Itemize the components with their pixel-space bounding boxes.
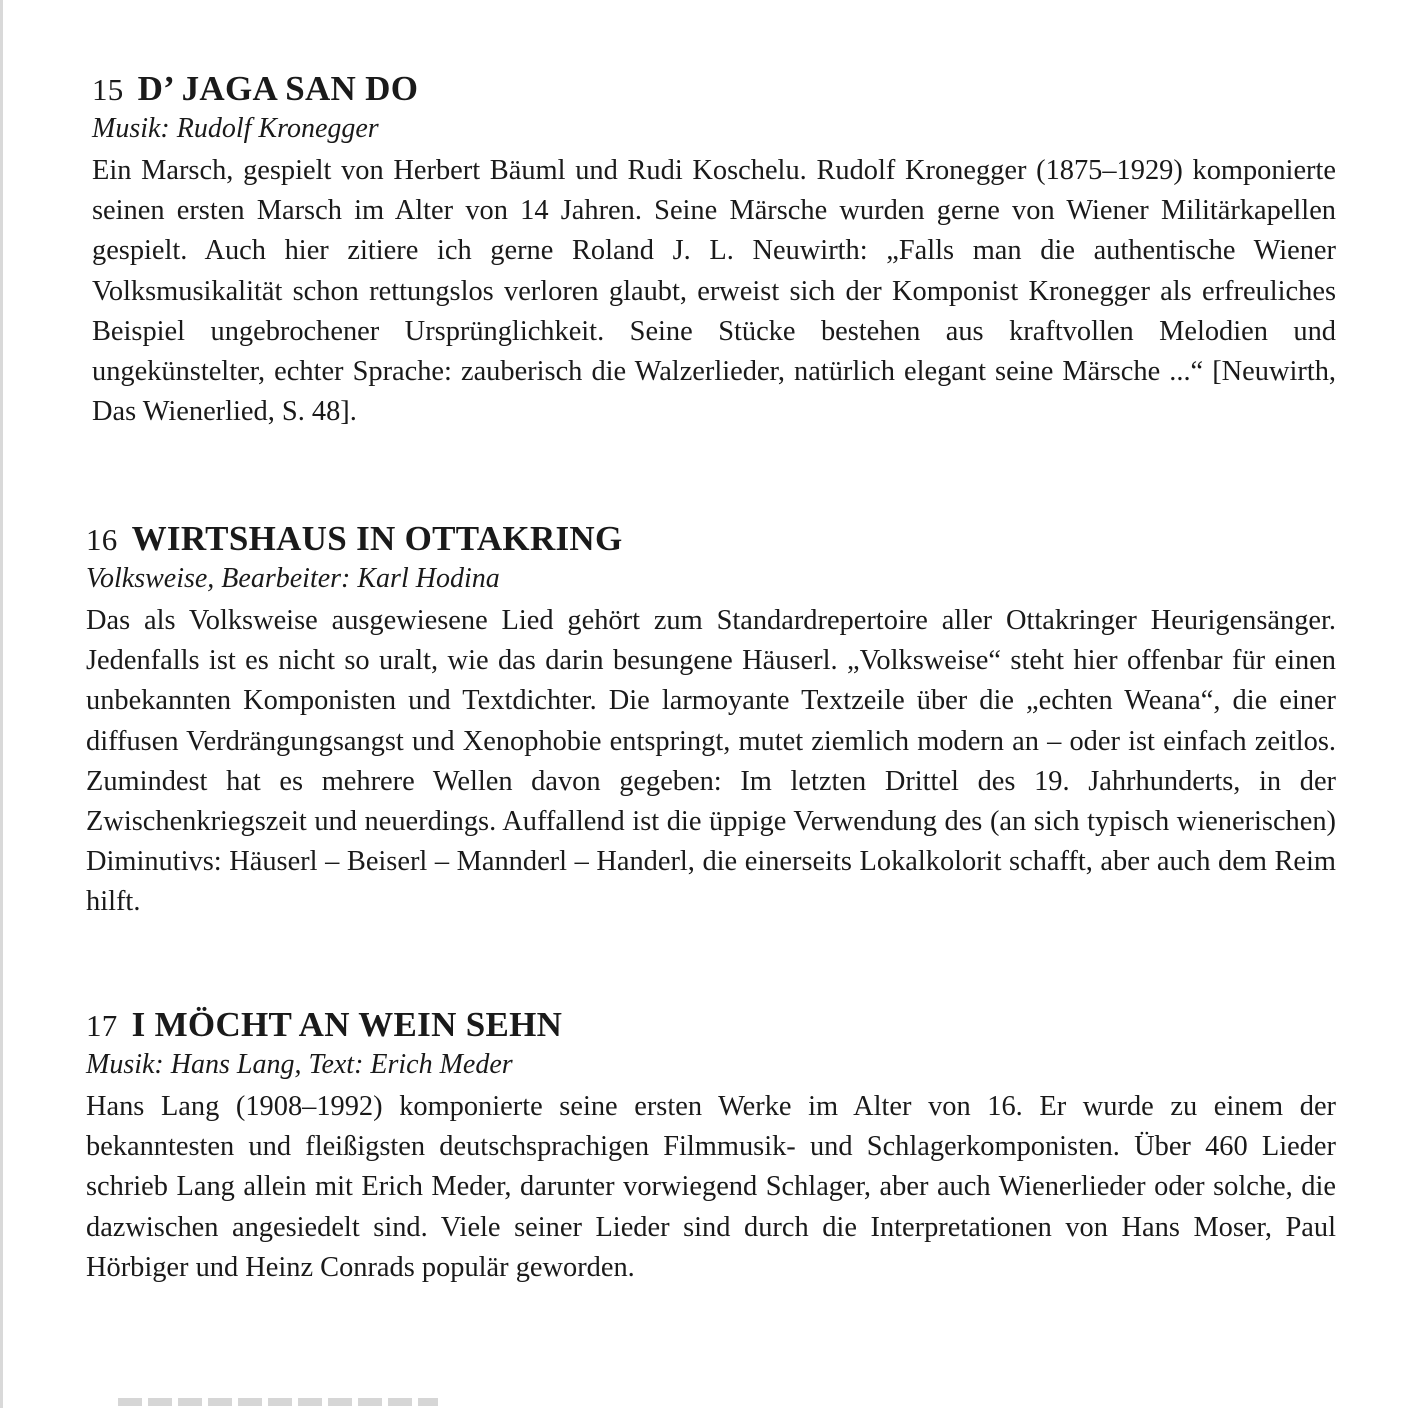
track-title: WIRTSHAUS IN OTTAKRING	[131, 519, 623, 558]
track-credit: Musik: Rudolf Kronegger	[92, 113, 379, 144]
track-title-heading	[86, 1004, 1336, 1047]
track-credit: Volksweise, Bearbeiter: Karl Hodina	[86, 563, 500, 594]
track-number: 15	[92, 72, 124, 107]
track-credit: Musik: Hans Lang, Text: Erich Meder	[86, 1049, 513, 1080]
cropped-line-remnant	[118, 1398, 438, 1406]
track-entry-17	[86, 1004, 1336, 1288]
track-description: Das als Volksweise ausgewiesene Lied gehört zum Standardrepertoire aller Ottakringer Heurigensänger. Jedenfalls ist es nicht so uralt, wie das darin besungene Häuserl. „Volksweise“ steht hier offenbar für einen unbekannten Komponisten und Textdichter. Die larmoyante Textzeile über die „echten Weana“, die einer diffusen Verdrängungsangst und Xenophobie entspringt, mutet ziemlich modern an – oder ist einfach zeitlos. Zumindest hat es mehrere Wellen davon gegeben: Im letzten Drittel des 19. Jahrhunderts, in der Zwischenkriegszeit und neuerdings. Auffallend ist die üppige Verwendung des (an sich typisch wienerischen) Diminutivs: Häuserl – Beiserl – Mannderl – Handerl, die einerseits Lokalkolorit schafft, aber auch dem Reim hilft.	[86, 605, 1336, 918]
track-title: D’ JAGA SAN DO	[137, 69, 419, 108]
track-number: 17	[86, 1008, 118, 1043]
track-description: Hans Lang (1908–1992) komponierte seine ersten Werke im Alter von 16. Er wurde zu einem der bekanntesten und fleißigsten deutschsprachigen Filmmusik- und Schlagerkomponisten. Über 460 Lieder schrieb Lang allein mit Erich Meder, darunter vorwiegend Schlager, aber auch Wienerlieder oder solche, die dazwischen angesiedelt sind. Viele seiner Lieder sind durch die Interpretationen von Hans Moser, Paul Hörbiger und Heinz Conrads populär geworden.	[86, 1091, 1336, 1283]
track-title-heading	[92, 68, 1336, 111]
track-description: Ein Marsch, gespielt von Herbert Bäuml und Rudi Koschelu. Rudolf Kronegger (1875–1929) komponierte seinen ersten Marsch im Alter von 14 Jahren. Seine Märsche wurden gerne von Wiener Militärkapellen gespielt. Auch hier zitiere ich gerne Roland J. L. Neuwirth: „Falls man die authentische Wiener Volksmusikalität schon rettungslos verloren glaubt, erweist sich der Komponist Kronegger als erfreuliches Beispiel ungebrochener Ursprünglichkeit. Seine Stücke bestehen aus kraftvollen Melodien und ungekünstelter, echter Sprache: zauberisch die Walzerlieder, natürlich elegant seine Märsche ...“ [Neuwirth, Das Wienerlied, S. 48].	[92, 155, 1336, 428]
track-title-heading	[86, 518, 1336, 561]
track-title: I MÖCHT AN WEIN SEHN	[131, 1005, 563, 1044]
track-number: 16	[86, 522, 118, 557]
page-edge	[0, 0, 3, 1408]
track-entry-16	[86, 518, 1336, 923]
track-entry-15	[92, 68, 1336, 432]
